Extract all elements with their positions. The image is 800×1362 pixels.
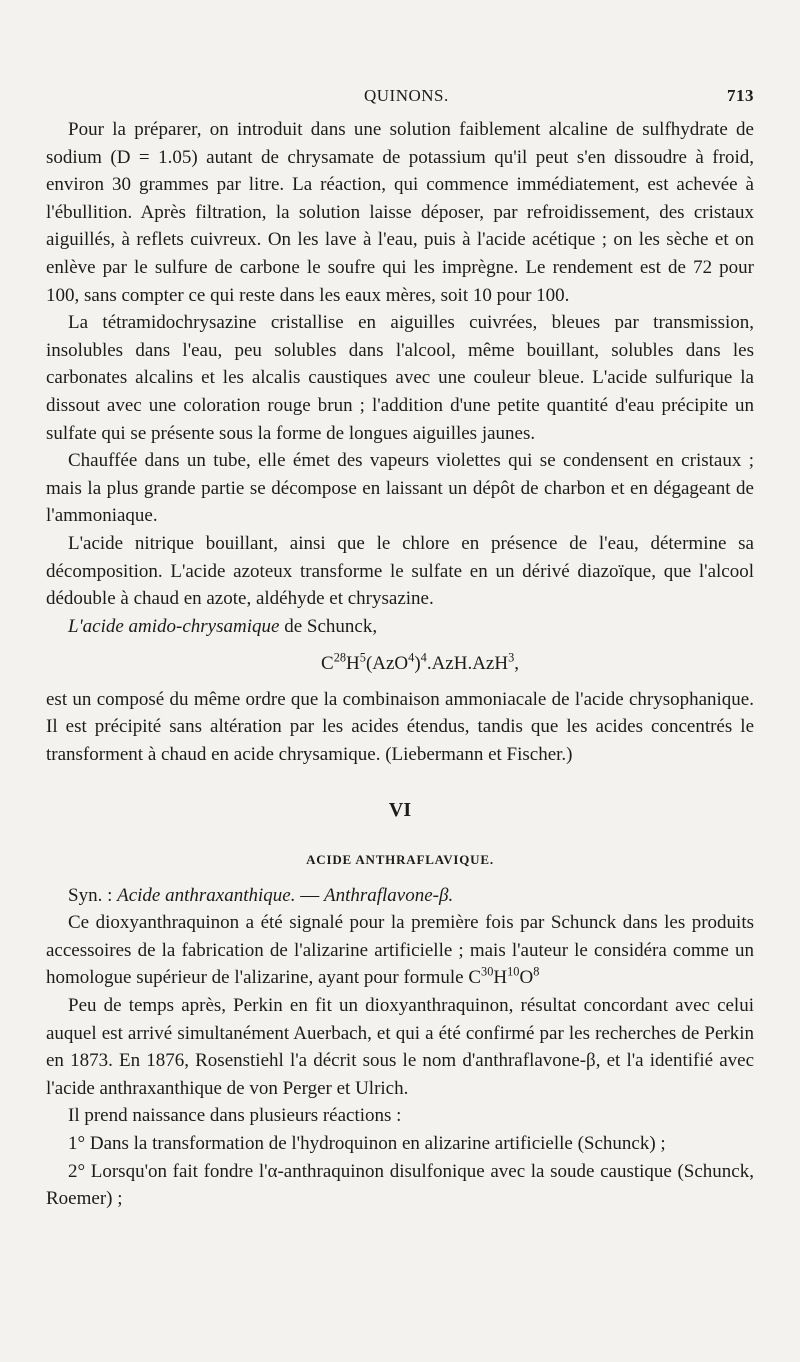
running-title: QUINONS. xyxy=(364,86,449,105)
formula-homologue: $C^{30}H^{10}O^8$ xyxy=(468,965,540,989)
paragraph-preparation: Pour la préparer, on introduit dans une solution faiblement alcaline de sulfhydrate de sodium (D = 1.05) autant de chrysamate de potassium qu'il peut s'en dissoudre à froid, environ 30 grammes par litre. La réaction, qui commence immédiatement, est achevée à l'ébullition. Après filtration, la solution laisse déposer, par refroidissement, des cristaux aiguillés, à reflets cuivreux. On les lave à l'eau, puis à l'acide acétique ; on les sèche et on enlève par le sulfure de carbone le soufre qui les imprègne. Le rendement est de 72 pour 100, sans compter ce qui reste dans les eaux mères, soit 10 pour 100. xyxy=(46,119,754,306)
amido-acid-author: de Schunck, xyxy=(279,615,378,637)
amido-acid-name: L'acide amido-chrysamique xyxy=(68,615,280,637)
formula-amido-acid: $C^{28}H^5(AzO^4)^4.AzH.AzH^3$, xyxy=(321,650,519,675)
paragraph-properties: La tétramidochrysazine cristallise en aiguilles cuivrées, bleues par transmission, insolubles dans l'eau, peu solubles dans l'alcool, même bouillant, solubles dans les carbonates alcalins et les alcalis caustiques avec une couleur bleue. L'acide sulfurique la dissout avec une coloration rouge brun ; l'addition d'une petite quantité d'eau précipite un sulfate qui se présente sous la forme de longues aiguilles jaunes. xyxy=(46,312,754,444)
section-number: VI xyxy=(388,798,412,821)
page-number: 713 xyxy=(727,86,754,105)
list-item-hydroquinon: 1° Dans la transformation de l'hydroquinon en alizarine artificielle (Schunck) ; xyxy=(68,1133,666,1154)
section-title: ACIDE ANTHRAFLAVIQUE. xyxy=(306,851,494,867)
paragraph-history: Ce dioxyanthraquinon a été signalé pour la première fois par Schunck dans les produits accessoires de la fabrication de l'alizarine artificielle ; mais l'auteur le considéra comme un homologue supérieur de l'alizarine, ayant pour formule $C^{30}H^{10}O^8$ xyxy=(46,912,754,989)
paragraph-decomposition: L'acide nitrique bouillant, ainsi que le chlore en présence de l'eau, détermine sa décomposition. L'acide azoteux transforme le sulfate en un dérivé diazoïque, que l'alcool dédouble à chaud en azote, aldéhyde et chrysazine. xyxy=(46,532,754,610)
paragraph-compound: est un composé du même ordre que la combinaison ammoniacale de l'acide chrysophanique. Il est précipité sans altération par les acides étendus, tandis que les acides concentrés le transforment à chaud en acide chrysamique. (Liebermann et Fischer.) xyxy=(46,688,754,766)
list-item-anthraquinon: 2° Lorsqu'on fait fondre l'α-anthraquinon disulfonique avec la soude caustique (Schunck, Roemer) ; xyxy=(46,1160,754,1210)
running-header xyxy=(46,86,754,110)
paragraph-synonyms: Syn. : Acide anthraxanthique. — Anthraflavone-β. xyxy=(68,884,454,906)
paragraph-reactions-intro: Il prend naissance dans plusieurs réactions : xyxy=(68,1105,402,1127)
paragraph-amido-acid xyxy=(46,613,754,641)
paragraph-perkin: Peu de temps après, Perkin en fit un dioxyanthraquinon, résultat concordant avec celui auquel est arrivé simultanément Auerbach, et qui a été confirmé par les recherches de Perkin en 1873. En 1876, Rosenstiehl l'a décrit sous le nom d'anthraflavone-β, et l'a identifié avec l'acide anthraxanthique de von Perger et Ulrich. xyxy=(46,995,754,1099)
paragraph-heating: Chauffée dans un tube, elle émet des vapeurs violettes qui se condensent en cristaux ; mais la plus grande partie se décompose en laissant un dépôt de charbon et en dégageant de l'ammoniaque. xyxy=(46,450,754,527)
page-body xyxy=(46,116,754,1213)
